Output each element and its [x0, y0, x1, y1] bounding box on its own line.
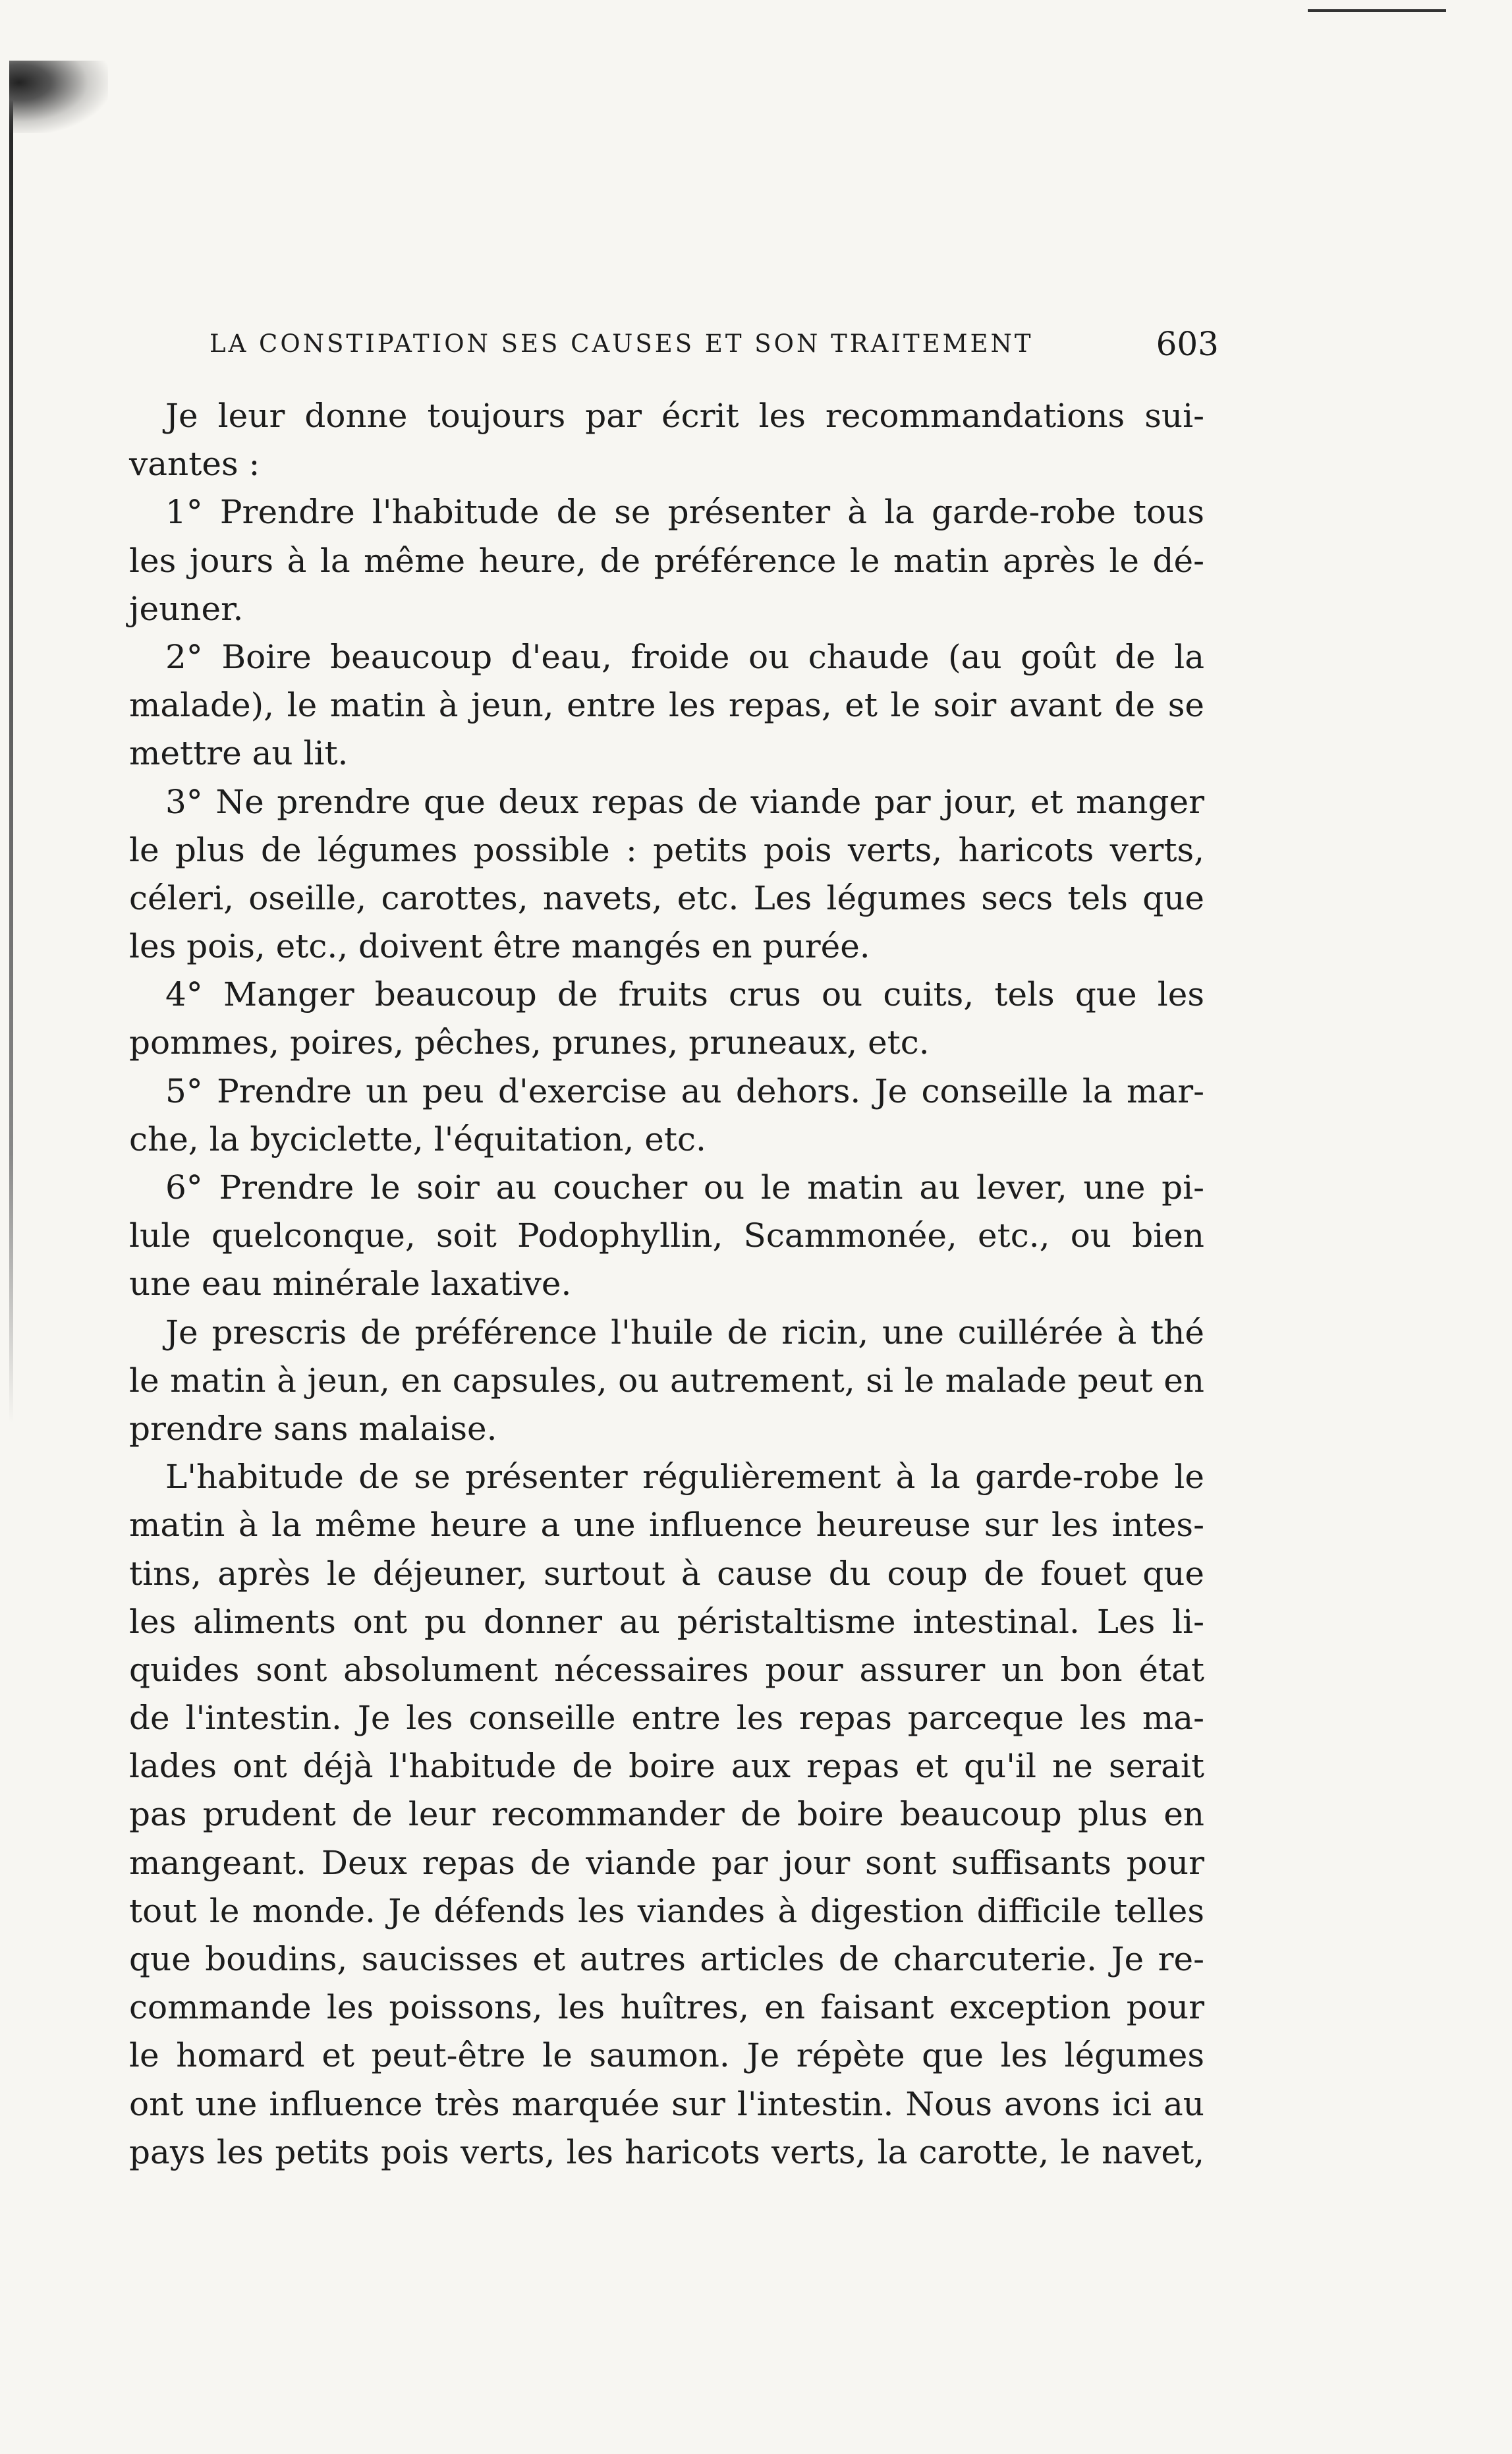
text-line: mangeant. Deux repas de viande par jour sont suffisants pour — [129, 1843, 1204, 1882]
paragraph — [129, 1453, 1204, 2177]
text-line: le matin à jeun, en capsules, ou autrement, si le malade peut en — [129, 1361, 1204, 1400]
text-line: le homard et peut-être le saumon. Je répète que les légumes — [129, 2036, 1204, 2075]
paragraph — [129, 633, 1204, 778]
scan-edge-left — [9, 72, 13, 1423]
paragraph — [129, 1068, 1204, 1164]
text-line: tout le monde. Je défends les viandes à digestion difficile telles — [129, 1891, 1204, 1930]
text-line: que boudins, saucisses et autres articles de charcuterie. Je re- — [129, 1940, 1204, 1978]
text-line: lades ont déjà l'habitude de boire aux repas et qu'il ne serait — [129, 1747, 1204, 1786]
text-line: une eau minérale laxative. — [129, 1265, 572, 1303]
text-line: vantes : — [129, 445, 260, 484]
paragraph — [129, 1164, 1204, 1309]
text-line: lule quelconque, soit Podophyllin, Scammonée, etc., ou bien — [129, 1216, 1204, 1255]
text-line: commande les poissons, les huîtres, en faisant exception pour — [129, 1988, 1204, 2027]
text-line: pas prudent de leur recommander de boire beaucoup plus en — [129, 1795, 1204, 1834]
text-line: les jours à la même heure, de préférence le matin après le dé- — [129, 541, 1204, 580]
text-line: 5° Prendre un peu d'exercise au dehors. Je conseille la mar- — [165, 1071, 1204, 1110]
paragraph — [129, 971, 1204, 1067]
text-line: les aliments ont pu donner au péristaltisme intestinal. Les li- — [129, 1602, 1204, 1641]
text-line: L'habitude de se présenter régulièrement à la garde-robe le — [165, 1458, 1204, 1497]
text-line: le plus de légumes possible : petits pois verts, haricots verts, — [129, 830, 1204, 869]
text-line: pays les petits pois verts, les haricots verts, la carotte, le navet, — [129, 2132, 1204, 2171]
text-line: de l'intestin. Je les conseille entre les repas parceque les ma- — [129, 1699, 1204, 1738]
text-line: mettre au lit. — [129, 734, 349, 773]
scan-smudge — [9, 61, 108, 133]
running-head — [210, 324, 1219, 364]
text-line: 6° Prendre le soir au coucher ou le matin au lever, une pi- — [165, 1168, 1204, 1207]
text-line: 2° Boire beaucoup d'eau, froide ou chaude (au goût de la — [165, 637, 1204, 676]
text-line: Je prescris de préférence l'huile de ricin, une cuillérée à thé — [165, 1313, 1204, 1352]
text-line: 4° Manger beaucoup de fruits crus ou cuits, tels que les — [165, 975, 1204, 1014]
text-line: tins, après le déjeuner, surtout à cause du coup de fouet que — [129, 1554, 1204, 1593]
text-line: céleri, oseille, carottes, navets, etc. Les légumes secs tels que — [129, 878, 1204, 917]
paragraph — [129, 1309, 1204, 1454]
text-line: prendre sans malaise. — [129, 1409, 497, 1448]
text-line: Je leur donne toujours par écrit les recommandations sui- — [165, 397, 1204, 435]
paragraph — [129, 488, 1204, 633]
text-line: che, la byciclette, l'équitation, etc. — [129, 1120, 706, 1158]
text-line: malade), le matin à jeun, entre les repas, et le soir avant de se — [129, 686, 1204, 725]
text-line: 3° Ne prendre que deux repas de viande par jour, et manger — [165, 782, 1204, 821]
text-line: pommes, poires, pêches, prunes, pruneaux, etc. — [129, 1023, 930, 1062]
text-line: jeuner. — [129, 589, 244, 628]
page-number: 603 — [1156, 325, 1219, 363]
body-text — [129, 392, 1204, 2177]
text-line: quides sont absolument nécessaires pour assurer un bon état — [129, 1650, 1204, 1689]
scan-edge-top — [1308, 9, 1446, 12]
text-line: les pois, etc., doivent être mangés en purée. — [129, 927, 870, 966]
running-title: LA CONSTIPATION SES CAUSES ET SON TRAITEMENT — [210, 329, 1034, 358]
paragraph — [129, 392, 1204, 488]
text-line: matin à la même heure a une influence heureuse sur les intes- — [129, 1506, 1204, 1545]
text-line: 1° Prendre l'habitude de se présenter à la garde-robe tous — [165, 493, 1204, 532]
text-line: ont une influence très marquée sur l'intestin. Nous avons ici au — [129, 2084, 1204, 2123]
paragraph — [129, 778, 1204, 971]
